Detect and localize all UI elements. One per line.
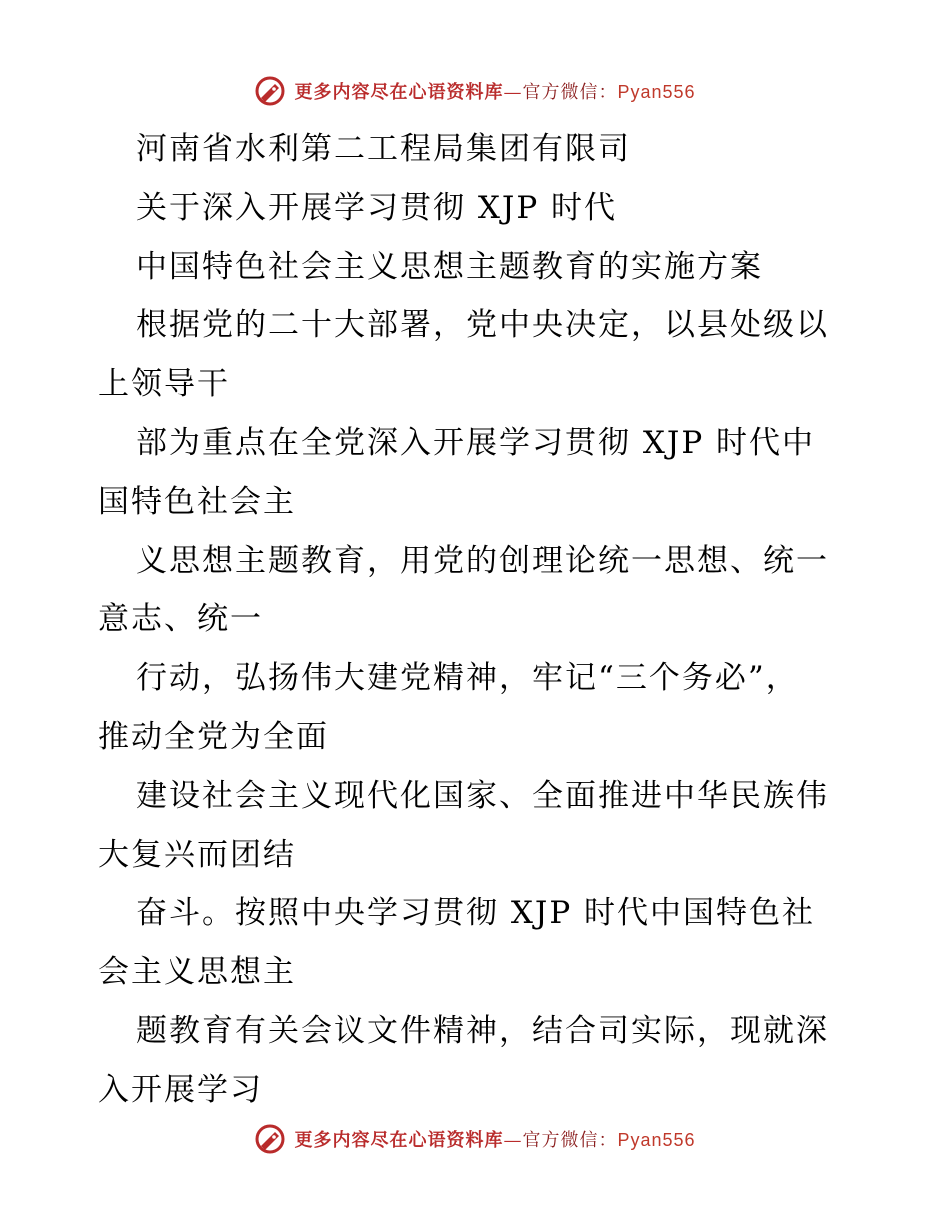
doc-paragraph-line: 入开展学习 — [98, 1071, 263, 1108]
footer-banner — [0, 1119, 950, 1159]
doc-paragraph-line: 推动全党为全面 — [98, 718, 329, 755]
doc-paragraph-line: 建设社会主义现代化国家、全面推进中华民族伟 — [136, 777, 829, 814]
banner-lead: 更多内容尽在心语资料库 — [294, 1130, 504, 1151]
doc-paragraph-line: 国特色社会主 — [98, 483, 296, 520]
doc-paragraph-line: 上领导干 — [98, 366, 230, 403]
banner-text — [294, 78, 695, 104]
banner-id: Pyan556 — [617, 1130, 696, 1150]
banner-id: Pyan556 — [617, 82, 696, 102]
banner-dash: — — [503, 1130, 523, 1151]
doc-paragraph-line: 意志、统一 — [98, 601, 263, 638]
banner-mid: 官方微信： — [522, 82, 618, 103]
doc-paragraph-line: 题教育有关会议文件精神，结合司实际，现就深 — [136, 1012, 829, 1049]
header-banner — [0, 71, 950, 111]
doc-title-line-1: 河南省水利第二工程局集团有限司 — [136, 131, 631, 167]
banner-mid: 官方微信： — [522, 1130, 618, 1151]
document-body — [98, 120, 858, 1120]
doc-paragraph-line: 大复兴而团结 — [98, 836, 296, 873]
doc-paragraph-line: 会主义思想主 — [98, 954, 296, 991]
doc-paragraph-line: 行动，弘扬伟大建党精神，牢记“三个务必”， — [136, 660, 799, 697]
banner-lead: 更多内容尽在心语资料库 — [294, 82, 504, 103]
doc-title-line-3: 中国特色社会主义思想主题教育的实施方案 — [136, 248, 763, 285]
doc-paragraph-line: 义思想主题教育，用党的创理论统一思想、统一 — [136, 542, 829, 579]
doc-paragraph-line: 奋斗。按照中央学习贯彻 XJP 时代中国特色社 — [136, 895, 816, 932]
banner-text — [294, 1126, 695, 1152]
banner-dash: — — [503, 82, 523, 103]
doc-paragraph-line: 部为重点在全党深入开展学习贯彻 XJP 时代中 — [136, 424, 816, 461]
doc-title-line-2: 关于深入开展学习贯彻 XJP 时代 — [136, 189, 618, 226]
pen-nib-logo-icon — [254, 75, 286, 107]
pen-nib-logo-icon — [254, 1123, 286, 1155]
doc-paragraph-line: 根据党的二十大部署，党中央决定，以县处级以 — [136, 307, 829, 344]
